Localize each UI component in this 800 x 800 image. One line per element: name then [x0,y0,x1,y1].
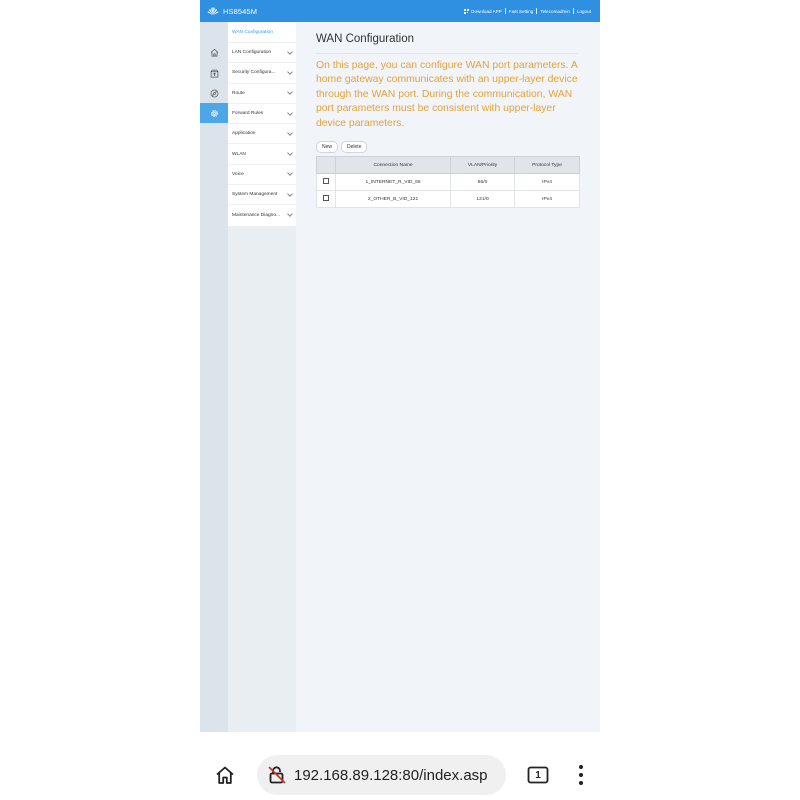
menu-item-label: Forward Rules [232,111,264,117]
menu-item-label: Security Configura... [232,70,276,76]
menu-item-voice[interactable] [228,164,296,184]
menu-item-forward-rules[interactable] [228,103,296,123]
chevron-down-icon [287,171,293,177]
download-app-label: Download APP [471,8,502,14]
menu-item-wan-configuration[interactable]: WAN Configuration [232,29,273,35]
protocol-type-cell: IPv4 [515,174,580,191]
table-row[interactable] [317,174,580,191]
huawei-logo-icon [206,6,220,16]
rail-home[interactable] [200,42,228,62]
chevron-down-icon [287,110,293,116]
page-title: WAN Configuration [316,33,415,45]
upload-box-icon [210,69,219,78]
insecure-lock-icon[interactable] [266,764,288,786]
title-divider [316,53,578,54]
main-content [296,22,600,732]
menu-item-maintenance-diagnosis[interactable] [228,204,296,224]
column-header-vlan-priority: VLAN/Priority [451,157,515,174]
url-text: 192.168.89.128:80/index.asp [294,766,488,784]
chevron-down-icon [287,150,293,156]
table-header-row [317,157,580,174]
table-toolbar [316,141,367,153]
rail-settings[interactable] [200,103,228,123]
download-app-link[interactable] [461,9,505,14]
more-vertical-icon [578,764,584,786]
tabs-button[interactable] [526,764,550,786]
browser-bottom-bar [200,745,600,800]
menu-item-label: Voice [232,171,244,177]
vlan-priority-cell: 66/0 [451,174,515,191]
icon-rail [200,22,228,732]
compass-icon [210,89,219,98]
telecomadmin-link[interactable]: Telecomadmin [540,8,570,14]
protocol-type-cell: IPv4 [515,191,580,208]
table-row[interactable] [317,191,580,208]
menu-item-wlan[interactable] [228,143,296,163]
menu-item-label: Application [232,131,256,137]
chevron-down-icon [287,69,293,75]
chevron-down-icon [287,130,293,136]
device-model: HS8545M [223,6,258,16]
logout-link[interactable]: Logout [576,8,591,14]
brand-logo [206,6,257,16]
menu-item-lan-configuration[interactable] [228,42,296,62]
delete-button[interactable]: Delete [341,141,367,153]
new-button[interactable]: New [316,141,338,153]
menu-item-application[interactable] [228,123,296,143]
chevron-down-icon [287,49,293,55]
row-checkbox[interactable] [323,195,329,201]
home-icon [210,48,219,57]
fast-setting-link[interactable]: Fast Setting [508,8,534,14]
menu-item-label: Maintenance Diagno... [232,212,280,218]
header-links [461,8,594,14]
row-checkbox[interactable] [323,178,329,184]
select-column-header [317,157,336,174]
gear-icon [210,109,219,118]
connection-name-cell: 1_INTERNET_R_VID_66 [336,174,451,191]
row-select-cell [317,174,336,191]
menu-background [228,226,296,732]
browser-home-button[interactable] [212,762,238,788]
vlan-priority-cell: 121/0 [451,191,515,208]
chevron-down-icon [287,191,293,197]
wan-connection-table [316,156,580,208]
home-icon [214,764,236,786]
tab-count: 1 [535,769,541,781]
page-description: On this page, you can configure WAN port parameters. A home gateway communicates with an upper-layer device through the WAN port. During the communication, WAN port parameters must be consistent with upper-layer device parameters. [316,60,578,129]
connection-name-cell: 2_OTHER_B_VID_121 [336,191,451,208]
more-options-button[interactable] [572,762,590,788]
qr-code-icon [464,9,469,14]
chevron-down-icon [287,211,293,217]
app-frame [200,0,600,800]
menu-item-route[interactable] [228,83,296,103]
menu-item-label: LAN Configuration [232,50,272,56]
rail-upload[interactable] [200,63,228,83]
menu-item-system-management[interactable] [228,184,296,204]
column-header-connection-name: Connection Name [336,157,451,174]
header-bar [200,0,600,22]
rail-diagnose[interactable] [200,83,228,103]
menu-item-label: System Management [232,192,278,198]
menu-item-label: WLAN [232,151,246,157]
row-select-cell [317,191,336,208]
menu-item-label: Route [232,90,245,96]
address-bar[interactable] [257,755,506,795]
chevron-down-icon [287,89,293,95]
column-header-protocol-type: Protocol Type [515,157,580,174]
settings-menu [228,22,296,226]
menu-item-security-configuration[interactable] [228,62,296,82]
